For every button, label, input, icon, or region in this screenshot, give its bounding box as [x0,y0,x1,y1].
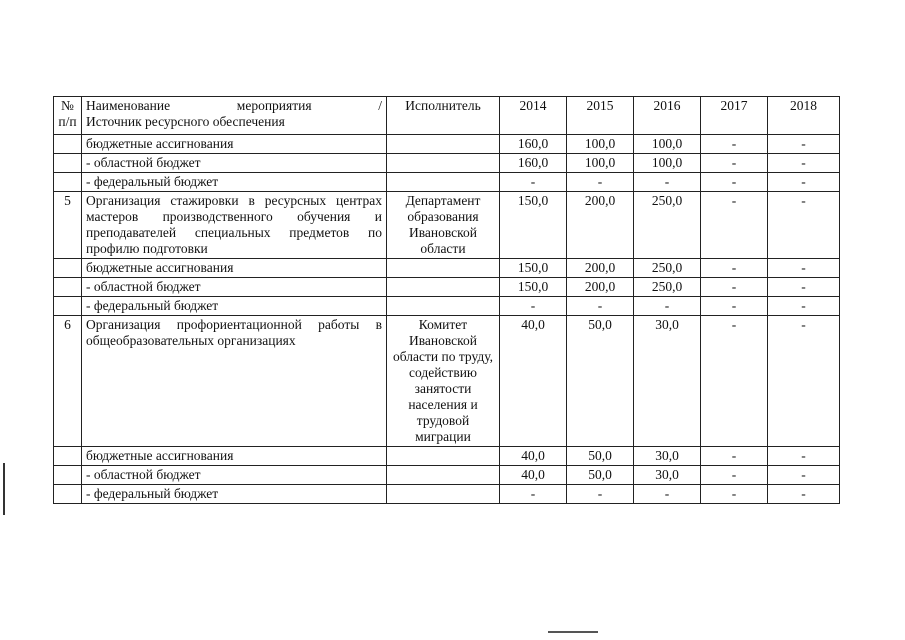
cell-v2015: 100,0 [567,154,634,173]
cell-num [54,297,82,316]
table-body [54,135,840,504]
cell-v2015: 100,0 [567,135,634,154]
cell-name: - федеральный бюджет [82,485,387,504]
cell-executor [387,135,500,154]
cell-v2018: - [768,192,840,259]
cell-v2016: 30,0 [634,466,701,485]
cell-v2016: 30,0 [634,447,701,466]
cell-v2016: 100,0 [634,135,701,154]
table-row [54,466,840,485]
cell-v2016: - [634,173,701,192]
cell-name: бюджетные ассигнования [82,135,387,154]
cell-v2014: 150,0 [500,192,567,259]
cell-v2018: - [768,485,840,504]
cell-v2016: 250,0 [634,278,701,297]
cell-executor [387,447,500,466]
cell-num [54,466,82,485]
cell-v2018: - [768,447,840,466]
cell-v2014: - [500,297,567,316]
cell-v2015: 50,0 [567,447,634,466]
cell-v2016: 250,0 [634,192,701,259]
header-name-line2: Источник ресурсного обеспечения [86,114,285,129]
cell-v2018: - [768,259,840,278]
table-row [54,173,840,192]
table-row [54,154,840,173]
cell-v2018: - [768,135,840,154]
cell-num: 6 [54,316,82,447]
cell-name: - областной бюджет [82,466,387,485]
cell-v2016: - [634,297,701,316]
cell-executor [387,259,500,278]
cell-executor [387,278,500,297]
table-row [54,316,840,447]
cell-v2017: - [701,485,768,504]
cell-executor [387,154,500,173]
cell-v2017: - [701,447,768,466]
table-row [54,192,840,259]
cell-name: бюджетные ассигнования [82,259,387,278]
cell-v2018: - [768,278,840,297]
header-2016: 2016 [634,97,701,135]
cell-name: - областной бюджет [82,278,387,297]
cell-num [54,485,82,504]
header-2017: 2017 [701,97,768,135]
cell-v2016: 250,0 [634,259,701,278]
cell-v2014: 160,0 [500,135,567,154]
cell-v2014: 40,0 [500,447,567,466]
cell-num [54,447,82,466]
cell-v2017: - [701,297,768,316]
cell-v2014: 150,0 [500,278,567,297]
header-2018: 2018 [768,97,840,135]
cell-v2016: 100,0 [634,154,701,173]
cell-name: - федеральный бюджет [82,173,387,192]
cell-executor [387,297,500,316]
cell-num [54,135,82,154]
cell-v2017: - [701,192,768,259]
table-row [54,297,840,316]
table-row [54,278,840,297]
cell-executor: Департамент образования Ивановской области [387,192,500,259]
header-num: № п/п [54,97,82,135]
table-header-row [54,97,840,135]
cell-executor [387,173,500,192]
cell-v2018: - [768,466,840,485]
cell-v2016: - [634,485,701,504]
cell-executor: Комитет Ивановской области по труду, содействию занятости населения и трудовой миграции [387,316,500,447]
cell-v2014: 40,0 [500,466,567,485]
cell-v2015: 200,0 [567,192,634,259]
cell-v2015: - [567,297,634,316]
cell-num [54,278,82,297]
cell-v2018: - [768,154,840,173]
cell-v2015: 200,0 [567,259,634,278]
cell-v2015: 200,0 [567,278,634,297]
cell-v2017: - [701,173,768,192]
cell-name: Организация профориентационной работы в общеобразовательных организациях [82,316,387,447]
cell-v2014: - [500,173,567,192]
table-row [54,259,840,278]
cell-v2016: 30,0 [634,316,701,447]
cell-v2014: 160,0 [500,154,567,173]
header-name [82,97,387,135]
table-row [54,485,840,504]
cell-v2017: - [701,154,768,173]
budget-table [53,96,840,504]
header-executor: Исполнитель [387,97,500,135]
cell-executor [387,485,500,504]
table-row [54,135,840,154]
cell-name: - областной бюджет [82,154,387,173]
cell-v2017: - [701,259,768,278]
cell-v2015: 50,0 [567,466,634,485]
cell-v2014: 150,0 [500,259,567,278]
cell-v2015: 50,0 [567,316,634,447]
cell-v2015: - [567,485,634,504]
cell-num [54,259,82,278]
cell-name: Организация стажировки в ресурсных центрах мастеров производственного обучения и преподавателей специальных предметов по профилю подготовки [82,192,387,259]
cell-executor [387,466,500,485]
scan-bottom-mark [548,631,598,633]
cell-v2017: - [701,466,768,485]
cell-v2018: - [768,316,840,447]
table-row [54,447,840,466]
cell-name: - федеральный бюджет [82,297,387,316]
cell-v2018: - [768,173,840,192]
cell-v2018: - [768,297,840,316]
cell-v2017: - [701,278,768,297]
cell-v2017: - [701,135,768,154]
cell-num: 5 [54,192,82,259]
cell-num [54,154,82,173]
cell-num [54,173,82,192]
cell-v2015: - [567,173,634,192]
cell-v2014: 40,0 [500,316,567,447]
cell-name: бюджетные ассигнования [82,447,387,466]
scan-edge-mark [3,463,5,515]
header-name-line1: Наименование мероприятия / [86,98,382,113]
header-2015: 2015 [567,97,634,135]
cell-v2017: - [701,316,768,447]
header-2014: 2014 [500,97,567,135]
cell-v2014: - [500,485,567,504]
